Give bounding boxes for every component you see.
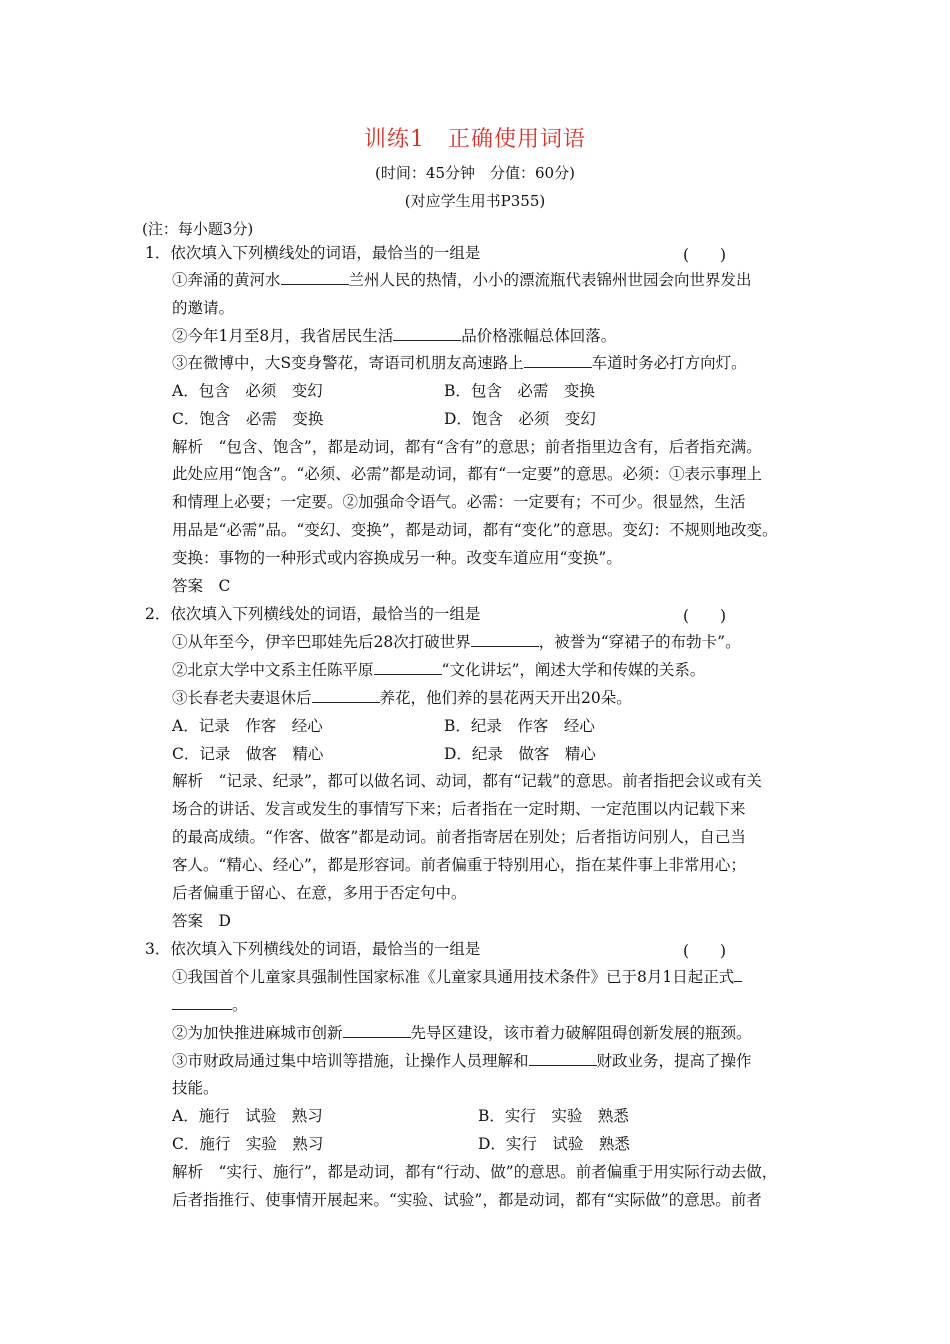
q2-option-a: A．记录 作客 经心: [172, 717, 323, 735]
q2-sentence-1: ①从年至今，伊辛巴耶娃先后28次打破世界 ，被誉为“穿裙子的布勃卡”。: [172, 633, 741, 651]
score-note: (注：每小题3分): [142, 220, 254, 238]
q2-explanation-5: 后者偏重于留心、在意，多用于否定句中。: [172, 884, 467, 902]
q1-explanation-3: 和情理上必要；一定要。②加强命令语气。必需：一定要有；不可少。很显然，生活: [172, 493, 746, 511]
q2-option-c: C．记录 做客 精心: [172, 745, 324, 763]
q1-explanation-5: 变换：事物的一种形式或内容换成另一种。改变车道应用“变换”。: [172, 549, 622, 567]
page-title: 训练1 正确使用词语: [364, 127, 586, 152]
q3-sentence-1: ①我国首个儿童家具强制性国家标准《儿童家具通用技术条件》已于8月1日起正式: [172, 967, 742, 987]
blank: [524, 353, 592, 368]
q1-option-b: B．包含 必需 变换: [444, 382, 595, 400]
time-score-info: (时间：45分钟 分值：60分): [375, 164, 575, 182]
q1-stem: 1．依次填入下列横线处的词语，最恰当的一组是: [145, 244, 481, 262]
q3-answer-bracket: ( ): [683, 942, 727, 960]
q3-sentence-3-cont: 技能。: [172, 1079, 219, 1097]
blank: [312, 688, 380, 703]
q1-explanation-1: 解析 “包含、饱含”，都是动词，都有“含有”的意思；前者指里边含有，后者指充满。: [172, 438, 762, 456]
q2-explanation-1: 解析 “记录、纪录”，都可以做名词、动词，都有“记载”的意思。前者指把会议或有关: [172, 772, 762, 790]
blank: [343, 1023, 411, 1038]
book-reference: (对应学生用书P355): [404, 192, 546, 210]
blank: [471, 632, 539, 647]
q3-option-a: A．施行 试验 熟习: [172, 1107, 323, 1125]
q1-answer: 答案 C: [172, 577, 231, 595]
q3-option-d: D．实行 试验 熟悉: [478, 1135, 630, 1153]
q2-option-b: B．纪录 作客 经心: [444, 717, 595, 735]
q3-option-c: C．施行 实验 熟习: [172, 1135, 324, 1153]
q1-option-c: C．饱含 必需 变换: [172, 410, 324, 428]
blank: [529, 1051, 597, 1066]
q3-option-b: B．实行 实验 熟悉: [478, 1107, 629, 1125]
blank: [281, 270, 349, 285]
q3-sentence-3: ③市财政局通过集中培训等措施，让操作人员理解和 财政业务，提高了操作: [172, 1052, 752, 1070]
q1-sentence-3: ③在微博中，大S变身警花，寄语司机朋友高速路上 车道时务必打方向灯。: [172, 354, 747, 372]
q1-option-a: A．包含 必须 变幻: [172, 382, 323, 400]
q1-explanation-4: 用品是“必需”品。“变幻、变换”，都是动词，都有“变化”的意思。变幻：不规则地改变。: [172, 521, 778, 539]
q3-explanation-1: 解析 “实行、施行”，都是动词，都有“行动、做”的意思。前者偏重于用实际行动去做，: [172, 1163, 778, 1181]
q1-option-d: D．饱含 必须 变幻: [444, 410, 596, 428]
q2-option-d: D．纪录 做客 精心: [444, 745, 596, 763]
q2-answer-bracket: ( ): [683, 607, 727, 625]
q3-explanation-2: 后者指推行、使事情开展起来。“实验、试验”，都是动词，都有“实际做”的意思。前者: [172, 1191, 762, 1209]
q2-explanation-3: 的最高成绩。“作客、做客”都是动词。前者指寄居在别处；后者指访问别人，自己当: [172, 828, 746, 846]
q1-sentence-2: ②今年1月至8月，我省居民生活 品价格涨幅总体回落。: [172, 327, 617, 345]
q3-stem: 3．依次填入下列横线处的词语，最恰当的一组是: [145, 940, 481, 958]
q2-explanation-4: 客人。“精心、经心”，都是形容词。前者偏重于特别用心，指在某件事上非常用心；: [172, 856, 746, 874]
q2-sentence-2: ②北京大学中文系主任陈平原 “文化讲坛”，阐述大学和传媒的关系。: [172, 661, 706, 679]
blank: [734, 967, 742, 982]
q2-explanation-2: 场合的讲话、发言或发生的事情写下来；后者指在一定时期、一定范围以内记载下来: [172, 800, 746, 818]
blank: [172, 995, 232, 1010]
q3-sentence-2: ②为加快推进麻城市创新 先导区建设，该市着力破解阻碍创新发展的瓶颈。: [172, 1024, 752, 1042]
q1-answer-bracket: ( ): [683, 246, 727, 264]
q3-sentence-1-cont: 。: [172, 995, 248, 1015]
q2-sentence-3: ③长春老夫妻退休后 养花，他们养的昙花两天开出20朵。: [172, 689, 632, 707]
q1-sentence-1-cont: 的邀请。: [172, 299, 235, 317]
q2-stem: 2．依次填入下列横线处的词语，最恰当的一组是: [145, 605, 481, 623]
q1-explanation-2: 此处应用“饱含”。“必须、必需”都是动词，都有“一定要”的意思。必须：①表示事理上: [172, 465, 763, 483]
blank: [393, 326, 461, 341]
q1-sentence-1: ①奔涌的黄河水 兰州人民的热情，小小的漂流瓶代表锦州世园会向世界发出: [172, 271, 752, 289]
q2-answer: 答案 D: [172, 912, 231, 930]
blank: [374, 660, 442, 675]
